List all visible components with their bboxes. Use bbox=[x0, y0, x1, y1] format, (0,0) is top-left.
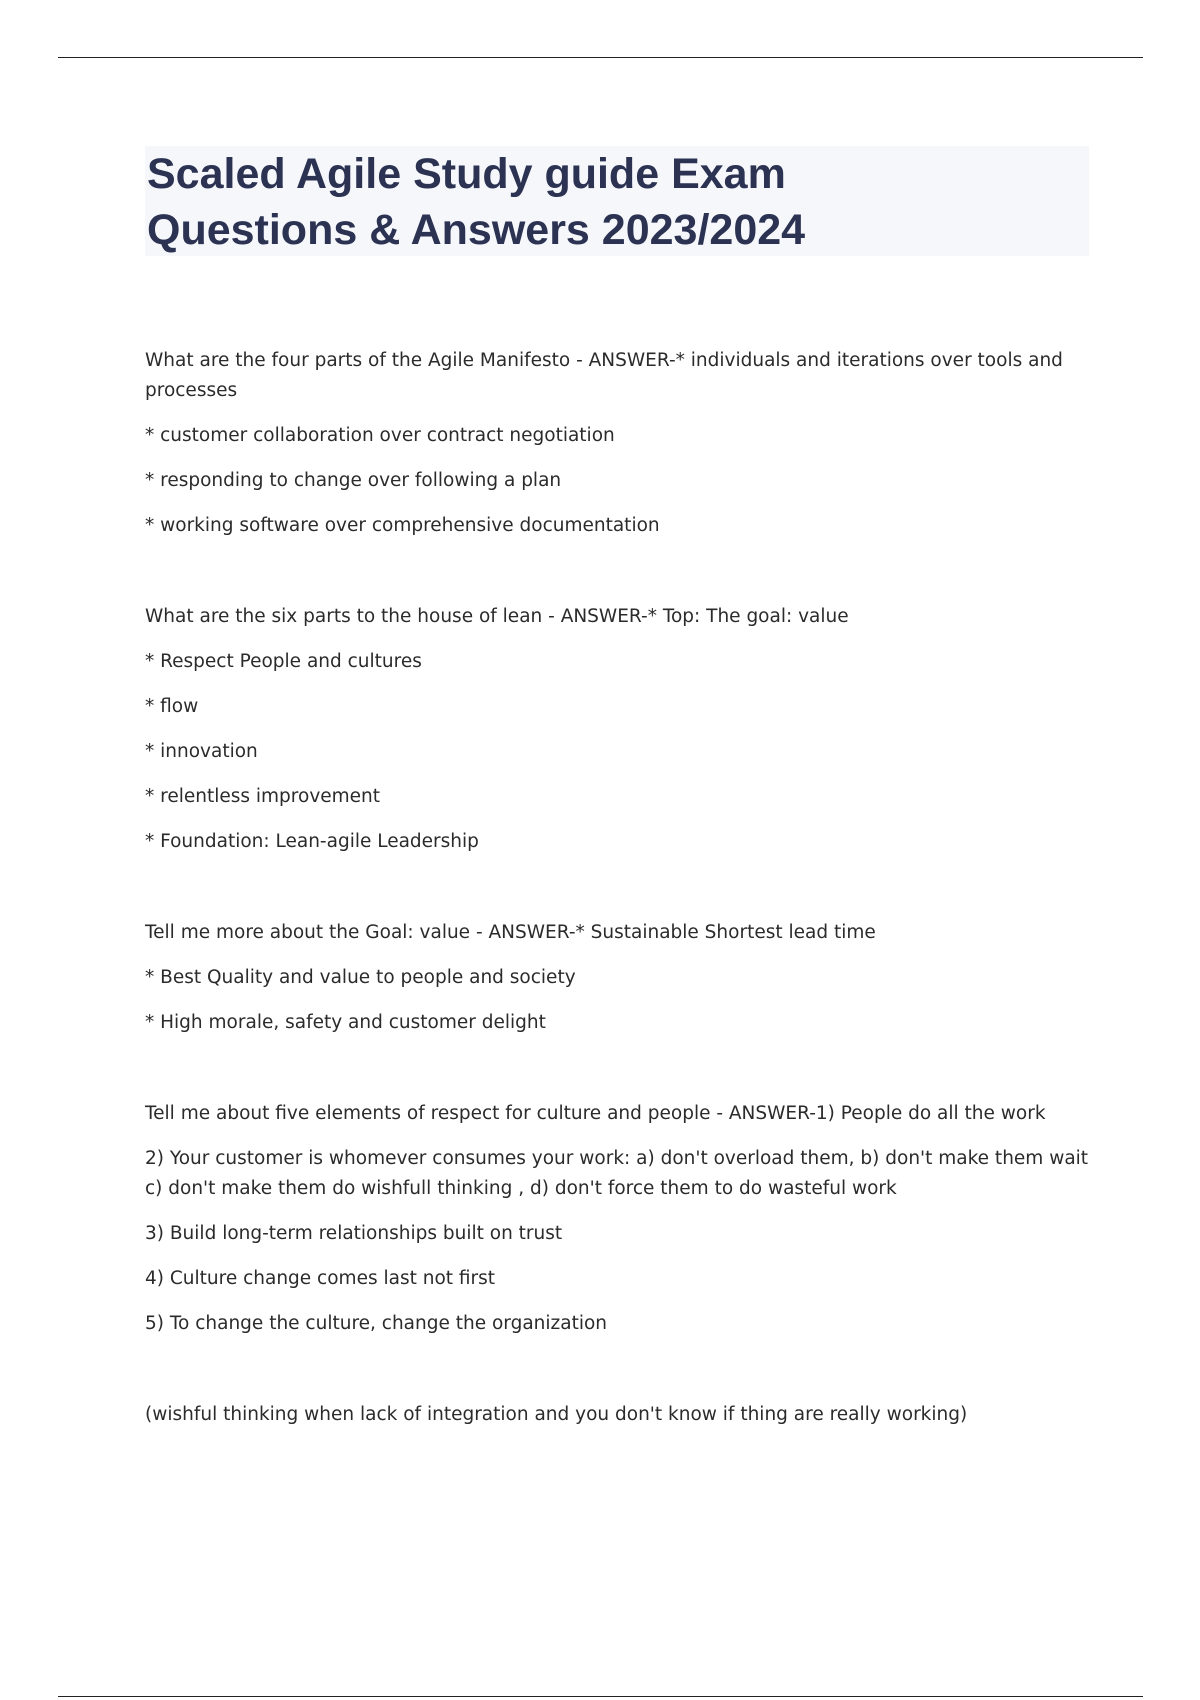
title-block bbox=[145, 146, 1089, 256]
answer-line: * working software over comprehensive documentation bbox=[145, 515, 660, 536]
answer-line: * Respect People and cultures bbox=[145, 651, 422, 672]
qa-block-house-of-lean bbox=[145, 602, 1090, 857]
answer-line: * relentless improvement bbox=[145, 786, 381, 807]
question-line: Tell me more about the Goal: value - ANSWER-* Sustainable Shortest lead time bbox=[145, 922, 876, 943]
qa-block-agile-manifesto bbox=[145, 346, 1090, 541]
top-rule bbox=[58, 57, 1143, 58]
answer-line: * Foundation: Lean-agile Leadership bbox=[145, 831, 479, 852]
answer-line: 4) Culture change comes last not first bbox=[145, 1268, 496, 1289]
qa-block-goal-value bbox=[145, 918, 1090, 1038]
wishful-thinking-note: (wishful thinking when lack of integration and you don't know if thing are really working) bbox=[145, 1404, 968, 1425]
answer-line: 3) Build long-term relationships built on trust bbox=[145, 1223, 563, 1244]
answer-line: 5) To change the culture, change the organization bbox=[145, 1313, 608, 1334]
answer-line: * High morale, safety and customer delight bbox=[145, 1012, 546, 1033]
answer-line: * customer collaboration over contract negotiation bbox=[145, 425, 615, 446]
qa-block-respect-culture bbox=[145, 1099, 1090, 1339]
answer-line: * flow bbox=[145, 696, 199, 717]
document-body bbox=[145, 346, 1090, 1449]
answer-line: * innovation bbox=[145, 741, 258, 762]
question-line: What are the four parts of the Agile Manifesto - ANSWER-* individuals and iterations over tools and processes bbox=[145, 350, 1063, 401]
question-line: Tell me about five elements of respect for culture and people - ANSWER-1) People do all the work bbox=[145, 1103, 1046, 1124]
answer-line: * Best Quality and value to people and society bbox=[145, 967, 576, 988]
question-line: What are the six parts to the house of lean - ANSWER-* Top: The goal: value bbox=[145, 606, 849, 627]
answer-line: 2) Your customer is whomever consumes your work: a) don't overload them, b) don't make them wait c) don't make them do wishfull thinking , d) don't force them to do wasteful work bbox=[145, 1148, 1089, 1199]
bottom-rule bbox=[58, 1696, 1143, 1697]
page-title-line-1: Scaled Agile Study guide Exam bbox=[147, 150, 786, 198]
page-title-line-2: Questions & Answers 2023/2024 bbox=[147, 206, 806, 254]
answer-line: * responding to change over following a plan bbox=[145, 470, 562, 491]
